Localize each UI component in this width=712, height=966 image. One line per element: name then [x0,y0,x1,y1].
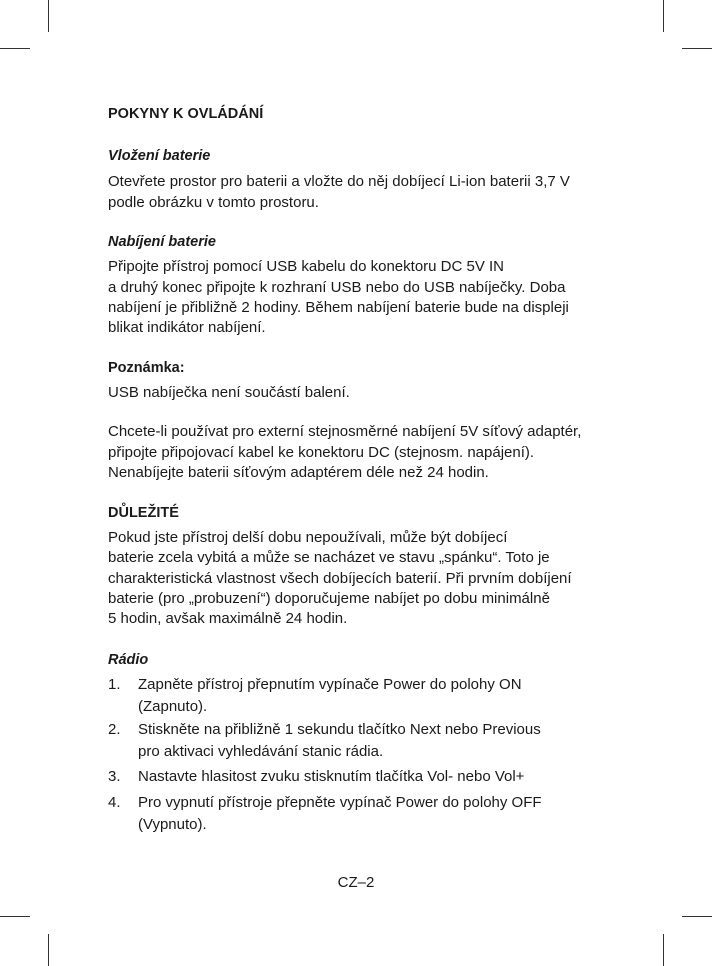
paragraph-line: Otevřete prostor pro baterii a vložte do něj dobíjecí Li-ion baterii 3,7 V [108,173,570,190]
section-title-battery-insert: Vložení baterie [108,148,211,164]
crop-mark [663,934,664,966]
paragraph-line: Připojte přístroj pomocí USB kabelu do konektoru DC 5V IN [108,258,505,275]
crop-mark [48,0,49,32]
list-number: 1. [108,676,121,693]
section-title-battery-charge: Nabíjení baterie [108,234,216,250]
paragraph-line: blikat indikátor nabíjení. [108,319,266,336]
paragraph-line: a druhý konec připojte k rozhraní USB nebo do USB nabíječky. Doba [108,279,566,296]
list-number: 3. [108,768,121,785]
crop-mark [48,934,49,966]
crop-mark [0,48,30,49]
paragraph-line: USB nabíječka není součástí balení. [108,384,350,401]
list-text: (Vypnuto). [138,815,207,833]
paragraph-line: podle obrázku v tomto prostoru. [108,194,319,211]
list-text: Pro vypnutí přístroje přepněte vypínač Power do polohy OFF [138,794,542,811]
crop-mark [682,916,712,917]
paragraph-line: 5 hodin, avšak maximálně 24 hodin. [108,610,348,627]
page-number: CZ–2 [337,874,375,891]
paragraph-line: Chcete-li používat pro externí stejnosměrné nabíjení 5V síťový adaptér, [108,423,582,440]
paragraph-line: Nenabíjejte baterii síťovým adaptérem déle než 24 hodin. [108,464,489,481]
list-number: 2. [108,721,121,738]
section-title-important: DŮLEŽITÉ [108,505,179,521]
list-number: 4. [108,794,121,811]
crop-mark [663,0,664,32]
paragraph-line: baterie zcela vybitá a může se nacházet ve stavu „spánku“. Toto je [108,549,550,566]
list-text: Nastavte hlasitost zvuku stisknutím tlačítka Vol- nebo Vol+ [138,768,525,785]
paragraph-line: nabíjení je přibližně 2 hodiny. Během nabíjení baterie bude na displeji [108,299,569,316]
paragraph-line: Pokud jste přístroj delší dobu nepoužívali, může být dobíjecí [108,529,508,546]
section-title-note: Poznámka: [108,360,185,376]
list-text: pro aktivaci vyhledávání stanic rádia. [138,742,384,760]
paragraph-line: baterie (pro „probuzení“) doporučujeme nabíjet po dobu minimálně [108,590,550,607]
list-text: (Zapnuto). [138,697,208,715]
page-title: POKYNY K OVLÁDÁNÍ [108,106,264,122]
crop-mark [0,916,30,917]
paragraph-line: charakteristická vlastnost všech dobíjecích baterií. Při prvním dobíjení [108,570,572,587]
crop-mark [682,48,712,49]
section-title-radio: Rádio [108,652,149,668]
list-text: Zapněte přístroj přepnutím vypínače Power do polohy ON [138,676,522,693]
paragraph-line: připojte připojovací kabel ke konektoru DC (stejnosm. napájení). [108,444,535,461]
list-text: Stiskněte na přibližně 1 sekundu tlačítko Next nebo Previous [138,721,541,738]
